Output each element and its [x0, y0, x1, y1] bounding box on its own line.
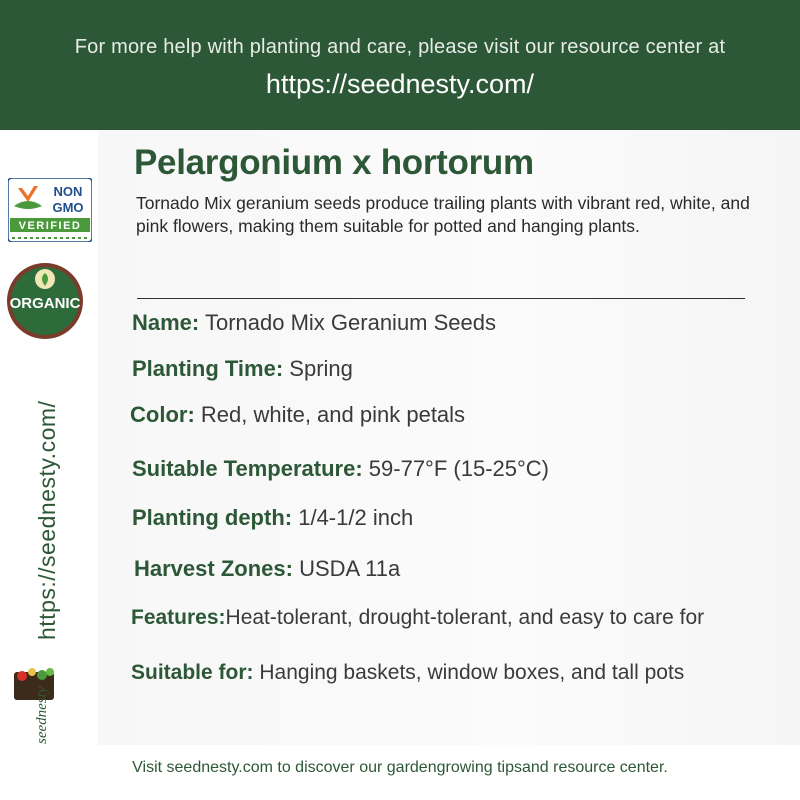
badge-gmo: GMO	[52, 200, 84, 215]
spec-label: Features:	[131, 606, 226, 629]
spec-label: Name:	[132, 310, 200, 335]
spec-label: Planting Time:	[132, 356, 284, 381]
non-gmo-verified-badge	[8, 178, 92, 242]
spec-value: 59-77°F (15-25°C)	[368, 456, 550, 481]
top-banner	[0, 0, 800, 130]
spec-planting-depth	[132, 505, 413, 531]
footer-text: Visit seednesty.com to discover our gardengrowing tipsand resource center.	[132, 759, 668, 776]
spec-name	[132, 310, 496, 336]
spec-value: 1/4-1/2 inch	[298, 505, 414, 530]
spec-label: Color:	[130, 402, 195, 427]
badge-verified: VERIFIED	[18, 220, 82, 232]
banner-url-link[interactable]: https://seednesty.com/	[265, 69, 535, 99]
spec-suitable-for	[131, 661, 684, 685]
seednesty-logo	[6, 662, 74, 748]
organic-badge	[6, 262, 84, 340]
spec-value: USDA 11a	[299, 556, 401, 581]
spec-value: Spring	[289, 356, 353, 381]
spec-value: Hanging baskets, window boxes, and tall pots	[259, 661, 685, 684]
spec-label: Suitable Temperature:	[132, 456, 363, 481]
badge-non: NON	[53, 184, 83, 199]
spec-color	[130, 402, 465, 428]
spec-features	[131, 606, 704, 630]
vertical-url[interactable]: https://seednesty.com/	[34, 400, 60, 640]
banner-text: For more help with planting and care, please visit our resource center at	[74, 36, 726, 58]
spec-value: Tornado Mix Geranium Seeds	[204, 310, 496, 335]
brand-wordmark: seednesty	[34, 686, 50, 744]
organic-label: ORGANIC	[9, 295, 81, 312]
spec-harvest-zones	[134, 556, 400, 582]
product-title: Pelargonium x hortorum	[134, 143, 534, 182]
spec-label: Suitable for:	[131, 661, 254, 684]
spec-planting-time	[132, 356, 353, 382]
spec-value: Red, white, and pink petals	[200, 402, 466, 427]
spec-value: Heat-tolerant, drought-tolerant, and easy to care for	[225, 606, 705, 629]
divider	[137, 298, 745, 299]
spec-temperature	[132, 456, 549, 482]
product-description: Tornado Mix geranium seeds produce trailing plants with vibrant red, white, and pink flowers, making them suitable for potted and hanging plants.	[136, 193, 750, 236]
spec-label: Harvest Zones:	[134, 556, 293, 581]
spec-label: Planting depth:	[132, 505, 293, 530]
